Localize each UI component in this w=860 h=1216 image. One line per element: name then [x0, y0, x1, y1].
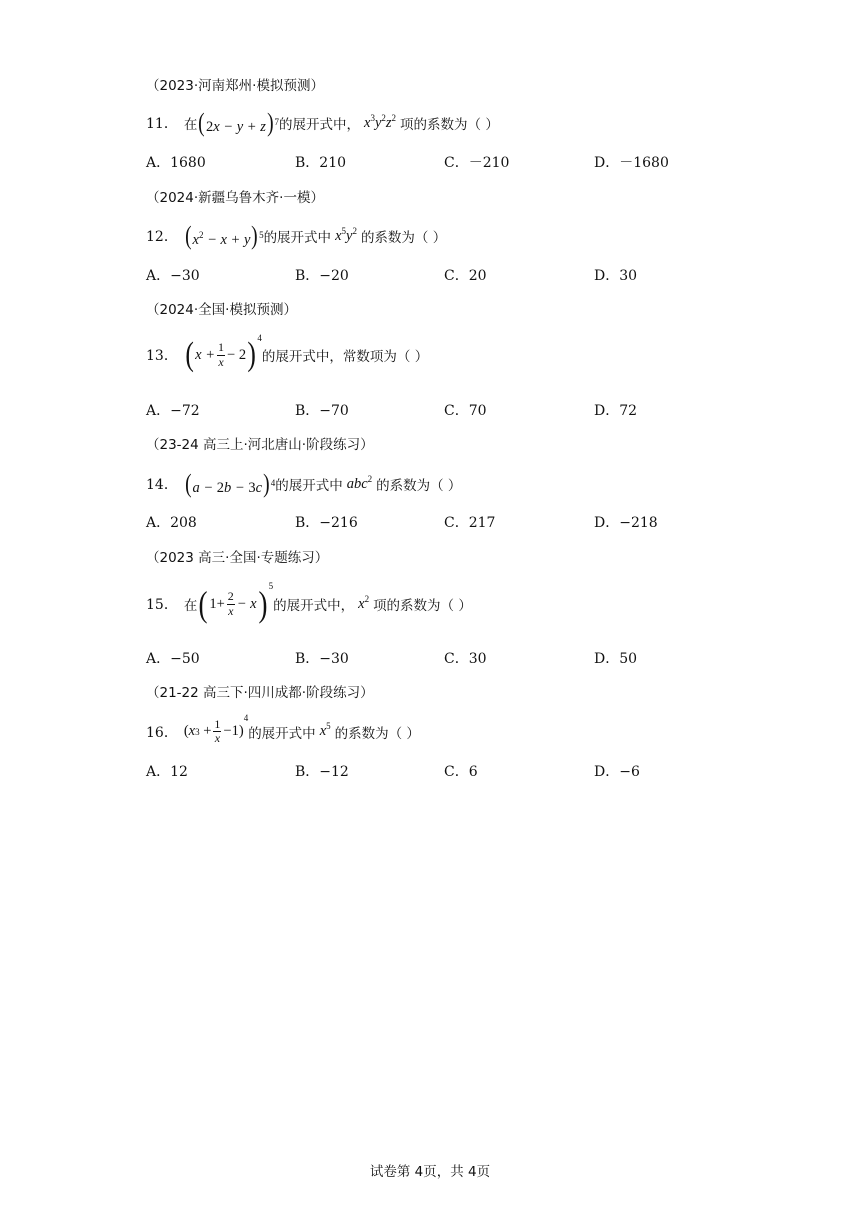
option-d[interactable]: D．50 — [594, 651, 638, 667]
math-expression: ( 1+ $\frac{2}{x}$ − x ) 5 — [198, 581, 274, 624]
option-a[interactable]: A．1680 — [146, 155, 206, 171]
stem-text: 的展开式中， — [279, 117, 361, 133]
option-c[interactable]: C．217 — [444, 515, 496, 531]
question-number: 15． — [146, 597, 178, 613]
question-stem — [146, 581, 472, 624]
math-expression: $(2x - y + z)^7$ — [198, 108, 280, 137]
option-d[interactable]: D．30 — [594, 268, 638, 284]
option-d[interactable]: D．−218 — [594, 515, 658, 531]
question-stem — [146, 471, 461, 497]
stem-text: 的系数为（ ） — [376, 478, 462, 494]
question-source: （23-24 高三上·河北唐山·阶段练习） — [146, 437, 374, 453]
stem-text: 的展开式中 — [248, 725, 316, 742]
question-stem — [146, 713, 420, 746]
question-source: （2024·全国·模拟预测） — [146, 302, 297, 318]
question-source: （2024·新疆乌鲁木齐·一模） — [146, 190, 324, 206]
option-c[interactable]: C．30 — [444, 651, 487, 667]
question-stem — [146, 333, 429, 373]
math-term: abc$^2$ — [346, 473, 373, 492]
math-expression: $(a - 2b - 3c)^4$ — [184, 469, 276, 498]
question-number: 11． — [146, 116, 178, 132]
option-c[interactable]: C．－210 — [444, 155, 510, 171]
question-stem — [146, 223, 446, 249]
option-b[interactable]: B．−30 — [295, 651, 349, 667]
question-number: 13． — [146, 348, 178, 364]
page-footer: 试卷第 4页，共 4页 — [369, 1164, 491, 1180]
stem-text: 的展开式中 — [263, 230, 332, 246]
math-term: $x^5$ — [319, 721, 331, 740]
option-b[interactable]: B．−216 — [295, 515, 358, 531]
option-a[interactable]: A．−30 — [146, 268, 200, 284]
stem-text: 的系数为（ ） — [360, 230, 447, 246]
option-c[interactable]: C．6 — [444, 764, 478, 780]
question-number: 14． — [146, 477, 178, 493]
question-source: （2023·河南郑州·模拟预测） — [146, 78, 324, 94]
option-d[interactable]: D．−6 — [594, 764, 640, 780]
question-number: 12． — [146, 229, 178, 245]
stem-text: 的展开式中， — [273, 598, 355, 614]
option-b[interactable]: B．210 — [295, 155, 347, 171]
option-b[interactable]: B．−70 — [295, 403, 349, 419]
question-stem — [146, 110, 499, 136]
question-source: （21-22 高三下·四川成都·阶段练习） — [146, 685, 374, 701]
option-b[interactable]: B．−20 — [295, 268, 349, 284]
stem-text: 在 — [183, 598, 198, 614]
stem-text: 的展开式中，常数项为（ ） — [261, 349, 429, 365]
option-c[interactable]: C．20 — [444, 268, 487, 284]
stem-text: 项的系数为（ ） — [373, 598, 472, 614]
question-number: 16． — [146, 724, 178, 741]
option-a[interactable]: A．−72 — [146, 403, 200, 419]
stem-text: 在 — [183, 117, 198, 133]
question-source: （2023 高三·全国·专题练习） — [146, 550, 329, 566]
math-term: $x^2$ — [358, 593, 370, 612]
option-b[interactable]: B．−12 — [295, 764, 349, 780]
math-term: $x^5y^2$ — [335, 225, 357, 244]
option-c[interactable]: C．70 — [444, 403, 487, 419]
option-a[interactable]: A．208 — [146, 515, 197, 531]
stem-text: 项的系数为（ ） — [400, 117, 499, 133]
stem-text: 的系数为（ ） — [334, 725, 420, 742]
option-a[interactable]: A．12 — [146, 764, 188, 780]
math-term: $x^3y^2z^2$ — [364, 112, 397, 131]
option-d[interactable]: D．72 — [594, 403, 638, 419]
math-expression: $(x^2 - x + y)^5$ — [184, 221, 264, 250]
math-expression: ( x 3 + $\frac{1}{x}$ −1) 4 — [183, 713, 249, 746]
stem-text: 的展开式中 — [275, 478, 343, 494]
math-expression: ( x + $\frac{1}{x}$ − 2 ) 4 — [185, 333, 262, 373]
option-a[interactable]: A．−50 — [146, 651, 200, 667]
option-d[interactable]: D．－1680 — [594, 155, 669, 171]
